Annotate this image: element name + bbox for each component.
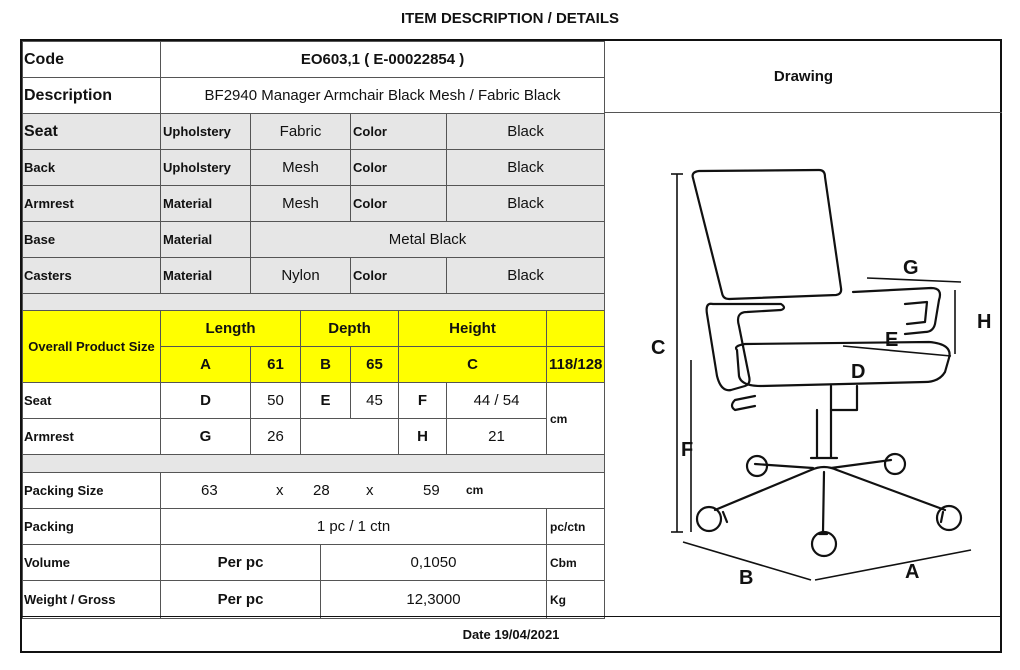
casters-value: Nylon — [251, 258, 351, 294]
armrest-label: Armrest — [23, 186, 161, 222]
seat-label: Seat — [23, 114, 161, 150]
caster-front — [812, 532, 836, 556]
packing-size-cell — [161, 473, 605, 509]
seat-e-key: E — [301, 383, 351, 419]
seat-color: Black — [447, 114, 605, 150]
casters-color-label: Color — [351, 258, 447, 294]
dim-label-b: B — [739, 567, 754, 589]
dim-label-c: C — [651, 337, 666, 359]
overall-a-key: A — [161, 347, 251, 383]
dim-label-h: H — [977, 311, 992, 333]
casters-color: Black — [447, 258, 605, 294]
armrest-color: Black — [447, 186, 605, 222]
seat-d-value: 50 — [251, 383, 301, 419]
chair-right-armrest — [853, 288, 940, 334]
chair-column — [811, 410, 837, 458]
dim-label-a: A — [905, 561, 920, 583]
packing-x2: x — [366, 482, 374, 499]
armrest-dims-row — [23, 419, 605, 455]
volume-per: Per pc — [161, 545, 321, 581]
packing-size-label: Packing Size — [23, 473, 161, 509]
volume-unit: Cbm — [547, 545, 605, 581]
footer-date: Date 19/04/2021 — [22, 616, 1000, 651]
seat-dims-row — [23, 383, 605, 419]
packing-width: 28 — [313, 482, 330, 499]
dim-label-e: E — [885, 329, 899, 351]
dim-label-f: F — [681, 439, 694, 461]
dims-unit: cm — [547, 383, 605, 455]
overall-a-value: 61 — [251, 347, 301, 383]
packing-unit: pc/ctn — [547, 509, 605, 545]
overall-head-blank — [547, 311, 605, 347]
dim-a-line — [815, 550, 971, 580]
packing-row — [23, 509, 605, 545]
height-header: Height — [399, 311, 547, 347]
page-title: ITEM DESCRIPTION / DETAILS — [400, 10, 620, 27]
armrest-h-key: H — [399, 419, 447, 455]
packing-x1: x — [276, 482, 284, 499]
details-sheet — [20, 39, 1002, 653]
volume-row — [23, 545, 605, 581]
base-attr: Material — [161, 222, 251, 258]
overall-size-label: Overall Product Size — [23, 311, 161, 383]
caster-back-right — [885, 454, 905, 474]
armrest-color-label: Color — [351, 186, 447, 222]
armrest-dims-label: Armrest — [23, 419, 161, 455]
depth-header: Depth — [301, 311, 399, 347]
casters-attr: Material — [161, 258, 251, 294]
chair-mechanism — [831, 386, 857, 410]
description-label: Description — [23, 78, 161, 114]
seat-e-value: 45 — [351, 383, 399, 419]
base-value: Metal Black — [251, 222, 605, 258]
chair-drawing — [605, 114, 1002, 614]
chair-seat — [736, 342, 950, 386]
seat-f-key: F — [399, 383, 447, 419]
armrest-attr: Material — [161, 186, 251, 222]
details-table — [22, 41, 605, 619]
spacer-row-2 — [23, 455, 605, 473]
armrest-g-key: G — [161, 419, 251, 455]
length-header: Length — [161, 311, 301, 347]
armrest-g-value: 26 — [251, 419, 301, 455]
seat-value: Fabric — [251, 114, 351, 150]
caster-left — [697, 507, 721, 531]
overall-c-value: 118/128 — [547, 347, 605, 383]
drawing-column — [604, 41, 1002, 616]
overall-c-key: C — [399, 347, 547, 383]
code-value: EO603,1 ( E-00022854 ) — [161, 42, 605, 78]
back-color-label: Color — [351, 150, 447, 186]
seat-dims-label: Seat — [23, 383, 161, 419]
weight-unit: Kg — [547, 581, 605, 619]
description-row — [23, 78, 605, 114]
overall-b-value: 65 — [351, 347, 399, 383]
chair-backrest — [693, 170, 842, 299]
chair-outline — [693, 170, 961, 556]
casters-component-row — [23, 258, 605, 294]
seat-d-key: D — [161, 383, 251, 419]
chair-lever — [732, 396, 755, 410]
seat-color-label: Color — [351, 114, 447, 150]
back-value: Mesh — [251, 150, 351, 186]
seat-attr: Upholstery — [161, 114, 251, 150]
seat-component-row — [23, 114, 605, 150]
code-label: Code — [23, 42, 161, 78]
packing-height: 59 — [423, 482, 440, 499]
packing-size-unit: cm — [466, 483, 484, 497]
spacer-row — [23, 294, 605, 311]
caster-right — [937, 506, 961, 530]
caster-back-left — [747, 456, 767, 476]
back-color: Black — [447, 150, 605, 186]
weight-label: Weight / Gross — [23, 581, 161, 619]
armrest-h-value: 21 — [447, 419, 547, 455]
packing-size-row — [23, 473, 605, 509]
base-label: Base — [23, 222, 161, 258]
casters-label: Casters — [23, 258, 161, 294]
weight-per: Per pc — [161, 581, 321, 619]
dimension-lines — [671, 174, 971, 580]
armrest-component-row — [23, 186, 605, 222]
overall-head-row — [23, 311, 605, 347]
back-attr: Upholstery — [161, 150, 251, 186]
back-component-row — [23, 150, 605, 186]
base-component-row — [23, 222, 605, 258]
overall-b-key: B — [301, 347, 351, 383]
weight-value: 12,3000 — [321, 581, 547, 619]
armrest-value: Mesh — [251, 186, 351, 222]
armrest-dims-blank — [301, 419, 399, 455]
dim-label-d: D — [851, 361, 866, 383]
packing-label: Packing — [23, 509, 161, 545]
drawing-title: Drawing — [605, 41, 1002, 113]
description-value: BF2940 Manager Armchair Black Mesh / Fabric Black — [161, 78, 605, 114]
code-row — [23, 42, 605, 78]
dim-label-g: G — [903, 257, 919, 279]
volume-label: Volume — [23, 545, 161, 581]
packing-value: 1 pc / 1 ctn — [161, 509, 547, 545]
chair-left-armrest — [707, 304, 784, 391]
volume-value: 0,1050 — [321, 545, 547, 581]
back-label: Back — [23, 150, 161, 186]
weight-row — [23, 581, 605, 619]
packing-length: 63 — [201, 482, 218, 499]
seat-f-value: 44 / 54 — [447, 383, 547, 419]
